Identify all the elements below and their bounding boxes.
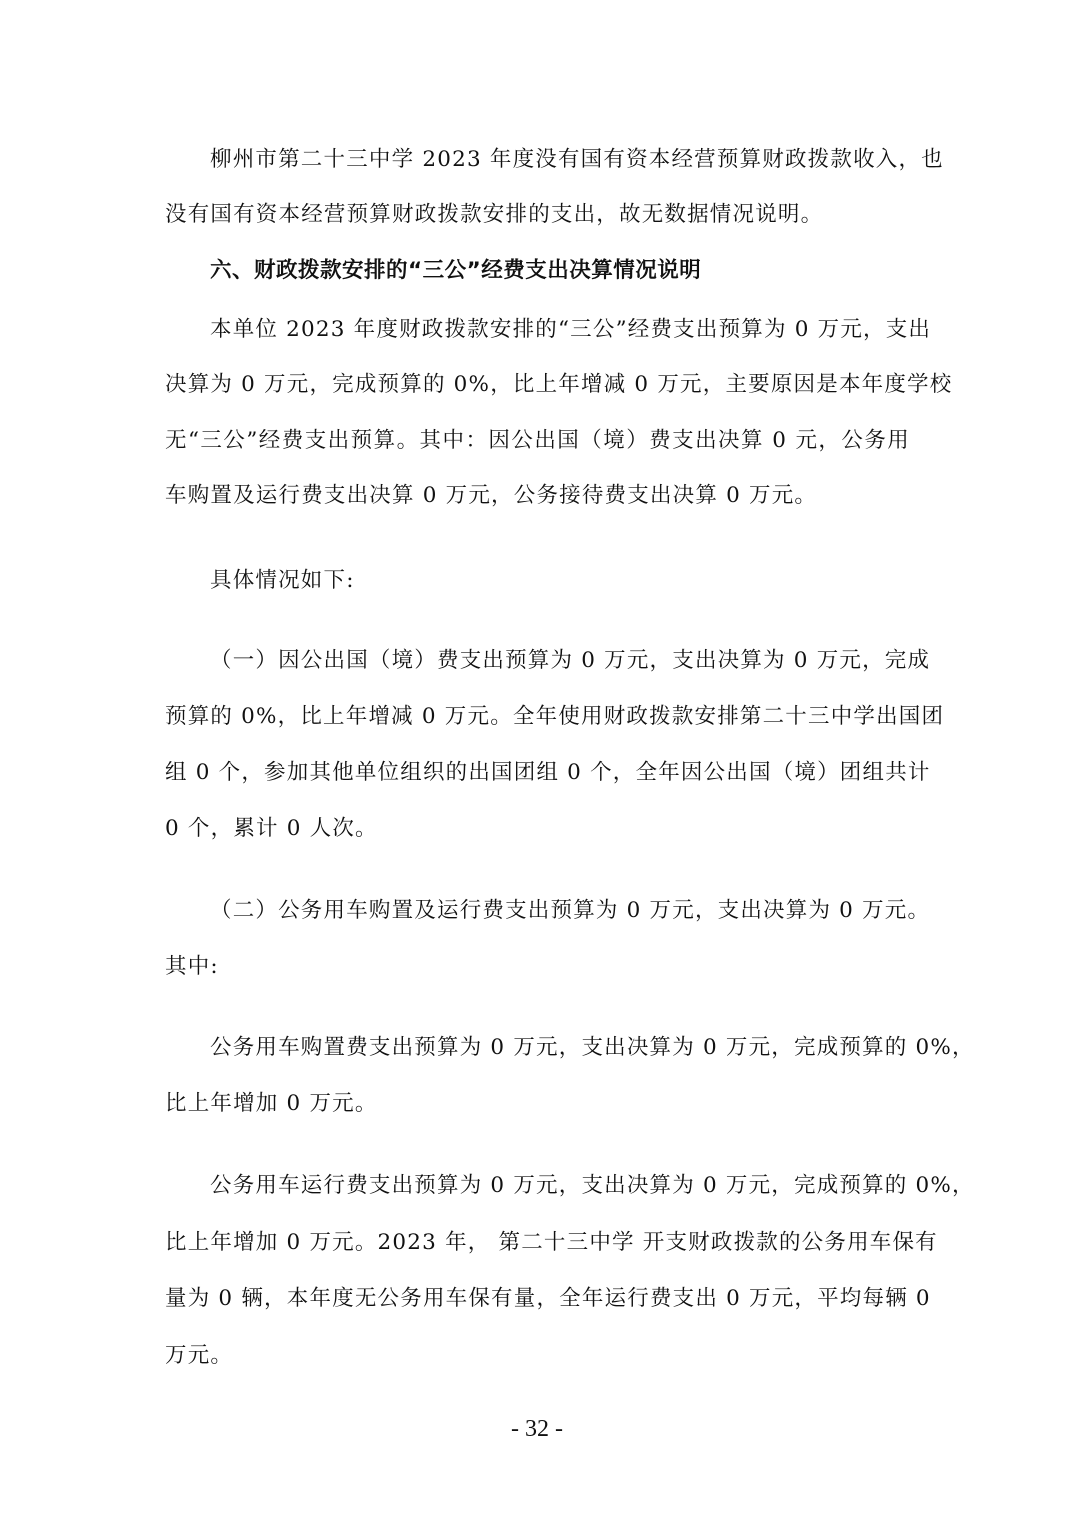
paragraph-line: （一）因公出国（境）费支出预算为 0 万元，支出决算为 0 万元，完成 (210, 648, 931, 673)
paragraph-line: 车购置及运行费支出决算 0 万元，公务接待费支出决算 0 万元。 (165, 483, 818, 508)
paragraph-line: 量为 0 辆，本年度无公务用车保有量，全年运行费支出 0 万元，平均每辆 0 (165, 1286, 931, 1311)
paragraph-line: 预算的 0%，比上年增减 0 万元。全年使用财政拨款安排第二十三中学出国团 (165, 704, 945, 729)
paragraph-line: 万元。 (165, 1343, 234, 1368)
paragraph-line: 公务用车运行费支出预算为 0 万元，支出决算为 0 万元，完成预算的 0%， (210, 1173, 975, 1198)
paragraph-line: 具体情况如下: (210, 568, 355, 593)
page-number: - 32 - (511, 1416, 563, 1442)
paragraph-line: 公务用车购置费支出预算为 0 万元，支出决算为 0 万元，完成预算的 0%， (210, 1035, 975, 1060)
paragraph-line: 比上年增加 0 万元。 (165, 1091, 378, 1116)
paragraph-line: 0 个，累计 0 人次。 (165, 816, 378, 841)
paragraph-line: 比上年增加 0 万元。2023 年， 第二十三中学 开支财政拨款的公务用车保有 (165, 1230, 938, 1255)
paragraph-line: （二）公务用车购置及运行费支出预算为 0 万元，支出决算为 0 万元。 (210, 898, 931, 923)
paragraph-line: 柳州市第二十三中学 2023 年度没有国有资本经营预算财政拨款收入，也 (210, 147, 944, 172)
paragraph-line: 决算为 0 万元，完成预算的 0%，比上年增减 0 万元，主要原因是本年度学校 (165, 372, 953, 397)
paragraph-line: 组 0 个，参加其他单位组织的出国团组 0 个，全年因公出国（境）团组共计 (165, 760, 931, 785)
section-heading: 六、财政拨款安排的“三公”经费支出决算情况说明 (210, 258, 702, 283)
paragraph-line: 没有国有资本经营预算财政拨款安排的支出，故无数据情况说明。 (165, 202, 824, 227)
paragraph-line: 无“三公”经费支出预算。其中：因公出国（境）费支出决算 0 元，公务用 (165, 428, 910, 453)
paragraph-line: 本单位 2023 年度财政拨款安排的“三公”经费支出预算为 0 万元，支出 (210, 317, 932, 342)
paragraph-line: 其中: (165, 954, 219, 979)
